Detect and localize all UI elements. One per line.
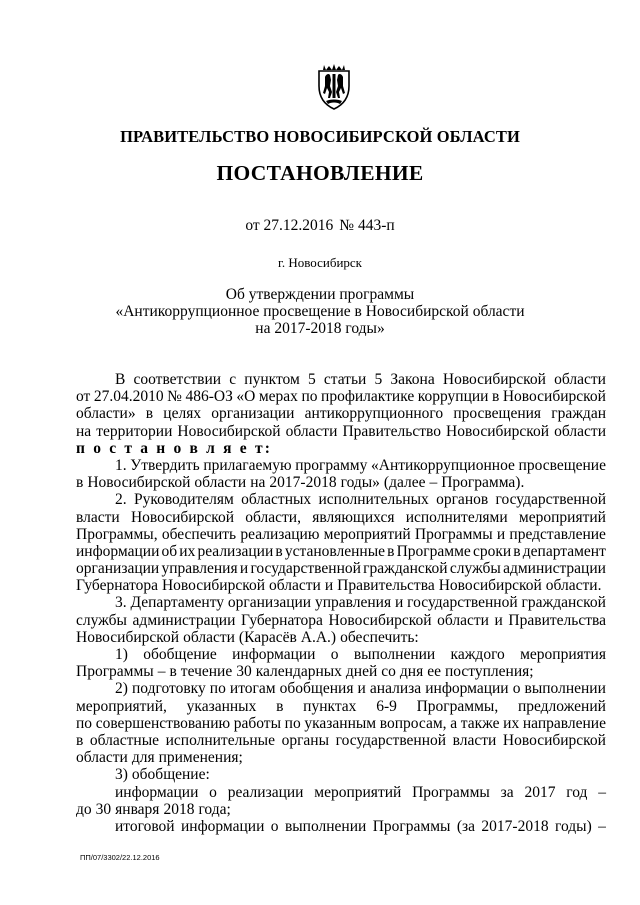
body-word: их (179, 542, 196, 560)
body-word: – (429, 474, 438, 492)
body-word: анализа (369, 680, 422, 698)
body-word: и (496, 525, 506, 543)
body-word: (Карасёв (238, 628, 297, 646)
body-line (76, 474, 606, 491)
body-word: Губернатора (240, 611, 323, 629)
body-word: гражданской (363, 560, 448, 578)
body-word: государственной (335, 731, 447, 749)
body-word: информации (232, 646, 316, 663)
body-word: указанных (186, 697, 257, 715)
body-word: для (131, 749, 155, 767)
body-word: 30 (95, 800, 112, 818)
body-word: администрации (132, 611, 236, 629)
body-word: области (285, 422, 338, 440)
body-word: – (598, 783, 606, 801)
body-word: по (209, 680, 226, 698)
body-line (76, 715, 606, 732)
body-word: Новосибирской (446, 422, 550, 440)
body-word: пунктах (303, 697, 357, 715)
body-word: Программы, (76, 525, 158, 543)
subject-line: на 2017-2018 годы» (255, 320, 385, 337)
body-word: (далее (383, 474, 426, 492)
body-word: администрации (503, 560, 606, 578)
body-word: Новосибирской (87, 474, 191, 492)
body-line (76, 698, 606, 715)
body-word: являющихся (312, 508, 395, 526)
body-word: органы (281, 731, 330, 749)
body-word: прилагаемую (203, 456, 292, 474)
document-number: № 443-п (339, 217, 395, 234)
body-word: и (239, 560, 249, 578)
body-line (76, 423, 606, 440)
body-word: Руководителям (133, 491, 234, 509)
body-word: граждан (551, 405, 606, 423)
document-type: ПОСТАНОВЛЕНИЕ (216, 161, 424, 185)
body-word: власти (76, 508, 120, 526)
body-line (76, 543, 606, 560)
body-word: программу (295, 456, 368, 474)
body-word: областных (241, 491, 312, 509)
body-word: 2017-2018 (481, 817, 549, 835)
body-word: Губернатора (76, 577, 158, 595)
body-word: выполнении (284, 817, 367, 835)
body-word: реализацию (240, 525, 320, 543)
body-word: власти (452, 731, 497, 749)
body-line (76, 594, 606, 611)
body-word: области (437, 611, 489, 629)
body-word: применения; (158, 749, 243, 767)
body-word: 2017 (524, 783, 556, 801)
body-word: информации (181, 817, 265, 835)
body-word: управления (161, 560, 238, 578)
body-word: 27.04.2010 (93, 388, 164, 406)
body-word: установленные (284, 542, 385, 560)
body-word: антикоррупционного (304, 405, 444, 423)
body-word: 30 (236, 663, 252, 681)
body-word: от (76, 388, 91, 406)
body-word: коррупции (417, 388, 489, 406)
body-line (76, 371, 606, 388)
body-word: службы (449, 560, 501, 578)
body-word: 5 (307, 371, 316, 388)
body-word: на (250, 474, 266, 492)
body-word: реализации (197, 542, 274, 560)
body-word: области (554, 371, 606, 388)
body-word: итоговой (115, 817, 175, 835)
body-word: мероприятий (518, 508, 606, 526)
body-word: статьи (323, 371, 367, 388)
body-word: области (183, 628, 235, 646)
body-word: гражданской (521, 594, 606, 612)
body-word: в (513, 542, 521, 560)
body-word: обобщение: (131, 766, 210, 784)
body-word: Программы (372, 817, 451, 835)
body-word: представление (509, 525, 606, 543)
body-word: обеспечить (161, 525, 237, 543)
body-word: вопросам, (379, 714, 447, 732)
body-word: об (161, 542, 178, 560)
body-word: Правительство (342, 422, 441, 440)
body-line (76, 663, 606, 680)
body-word: 6-9 (376, 697, 397, 715)
body-word: 3) (115, 766, 128, 784)
body-word: годы» (340, 474, 380, 492)
body-word: мероприятий, (76, 697, 167, 715)
body-word: сроки (472, 542, 512, 560)
body-word: департамент (522, 542, 606, 560)
body-word: работы (233, 714, 281, 732)
body-word: государственной (250, 560, 361, 578)
body-word: Правительства (508, 611, 606, 629)
body-word: 2018 (163, 800, 195, 818)
body-word: год (566, 783, 588, 801)
body-word: мероприятий (314, 783, 402, 801)
body-word: 2) (115, 680, 128, 698)
body-word: в (276, 697, 284, 715)
body-word: дней (345, 663, 378, 681)
body-word: их (503, 714, 520, 732)
body-word: профилактике (321, 388, 415, 406)
body-line (76, 732, 606, 749)
body-word: в (145, 405, 154, 423)
document-body (76, 371, 606, 835)
body-word: выполнении (524, 680, 606, 698)
body-word: Департаменту (130, 594, 225, 612)
body-line (76, 629, 606, 646)
body-word: за (500, 783, 514, 801)
body-word: Программы (414, 525, 493, 543)
body-word: 486-ОЗ (185, 388, 233, 406)
body-word: а (450, 714, 458, 732)
body-word: Новосибирской (438, 577, 542, 595)
body-word: целях (163, 405, 202, 423)
body-word: А.А.) (300, 628, 337, 646)
body-line (76, 680, 606, 697)
body-word: просвещение (518, 456, 606, 474)
body-word: обеспечить: (340, 628, 419, 646)
body-word: Программы (76, 663, 154, 681)
body-line (76, 766, 606, 783)
body-word: «Антикоррупционное (371, 456, 515, 474)
body-word: органов (436, 491, 489, 509)
body-word: течение (180, 663, 233, 681)
body-word: области (269, 577, 321, 595)
body-word: области (76, 749, 128, 767)
body-word: о (270, 817, 279, 835)
body-word: Новосибирской (502, 731, 606, 749)
body-word: о (330, 646, 339, 663)
coat-of-arms-emblem (316, 62, 352, 110)
body-word: 3. (115, 594, 127, 612)
body-word: Правительства (337, 577, 435, 595)
body-word: областные (89, 731, 160, 749)
body-word: организации (227, 594, 312, 612)
resolution-word: п о с т а н о в л я е т: (76, 439, 273, 457)
body-word: Новосибирской (442, 371, 546, 388)
body-word: обобщение (143, 646, 217, 663)
body-word: с (229, 371, 237, 388)
body-word: со (381, 663, 396, 681)
body-line (76, 612, 606, 629)
body-word: 2017-2018 (269, 474, 337, 492)
body-word: в (76, 731, 84, 749)
body-word: 1) (115, 646, 128, 663)
body-line (76, 784, 606, 801)
body-word: итогам (229, 680, 276, 698)
body-word: до (76, 800, 92, 818)
subject-line: «Антикоррупционное просвещение в Новосибирской области (115, 303, 525, 320)
city: г. Новосибирск (277, 255, 362, 270)
body-word: каждого (450, 646, 505, 663)
body-word: направление (522, 714, 606, 732)
body-word: области» (76, 405, 136, 423)
body-word: предложений (517, 697, 606, 715)
body-word: подготовку (132, 680, 206, 698)
body-word: мерах (258, 388, 298, 406)
body-word: Новосибирской (76, 628, 180, 646)
body-word: Утвердить (130, 456, 200, 474)
body-word: реализации (227, 783, 304, 801)
body-word: Новосибирской (328, 611, 432, 629)
body-word: на (76, 422, 92, 440)
body-word: пунктом (244, 371, 300, 388)
body-word: годы) (555, 817, 592, 835)
body-word: государственной (495, 491, 606, 509)
body-word: В (115, 371, 126, 388)
body-word: информации (425, 680, 509, 698)
body-word: Закона (390, 371, 435, 388)
body-word: по (301, 388, 318, 406)
body-word: просвещения (453, 405, 542, 423)
body-line (76, 509, 606, 526)
body-word: – (598, 817, 606, 835)
organization-name: ПРАВИТЕЛЬСТВО НОВОСИБИРСКОЙ ОБЛАСТИ (120, 127, 520, 146)
body-word: в (275, 542, 283, 560)
body-line (76, 560, 606, 577)
subject-line: Об утверждении программы (225, 286, 415, 303)
body-word: поступления; (445, 663, 534, 681)
body-word: календарных (255, 663, 342, 681)
body-word: Программа). (441, 474, 525, 492)
body-word: организации (76, 560, 160, 578)
body-word: выполнении (353, 646, 436, 663)
document-date: от 27.12.2016 (245, 217, 334, 234)
body-line (76, 491, 606, 508)
body-line (76, 577, 606, 594)
body-word: государственной (407, 594, 518, 612)
body-word: территории (96, 422, 173, 440)
body-word: и (324, 577, 334, 595)
body-word: по (284, 714, 301, 732)
body-line (76, 440, 606, 457)
body-line (76, 405, 606, 422)
body-word: Программе (396, 542, 471, 560)
body-word: в (76, 474, 84, 492)
body-word: и (494, 611, 503, 629)
body-word: о (512, 680, 521, 698)
body-word: обобщения (279, 680, 354, 698)
body-word: мероприятий (323, 525, 411, 543)
body-word: информации (115, 783, 199, 801)
body-word: о (209, 783, 217, 801)
body-word: Программы, (416, 697, 499, 715)
body-word: по (76, 714, 93, 732)
date-number-line (0, 217, 640, 235)
body-word: Новосибирской (177, 422, 281, 440)
body-word: в (169, 663, 177, 681)
body-line (76, 526, 606, 543)
document-subject (0, 286, 640, 337)
body-word: указанным (304, 714, 377, 732)
body-word: 5 (374, 371, 383, 388)
body-word: дня (399, 663, 424, 681)
body-word: года; (198, 800, 231, 818)
body-line (76, 749, 606, 766)
body-word: (за (456, 817, 476, 835)
body-word: области (194, 474, 247, 492)
body-word: исполнительных (318, 491, 429, 509)
body-word: совершенствованию (95, 714, 231, 732)
body-word: «О (236, 388, 256, 406)
body-word: мероприятия (520, 646, 606, 663)
body-word: ее (427, 663, 441, 681)
body-word: исполнительные (165, 731, 275, 749)
body-line (76, 801, 606, 818)
body-word: Новосибирской (130, 508, 235, 526)
body-word: исполнителями (405, 508, 508, 526)
body-word: Новосибирской (502, 388, 606, 406)
body-line (76, 457, 606, 474)
body-word: в (492, 388, 500, 406)
body-word: информации (76, 542, 160, 560)
body-word: января (115, 800, 160, 818)
body-word: области, (245, 508, 301, 526)
body-word: также (460, 714, 500, 732)
body-word: области (554, 422, 606, 440)
body-word: и (357, 680, 366, 698)
body-word: управления (314, 594, 392, 612)
body-line (76, 646, 606, 663)
body-line (76, 818, 606, 835)
footer-code: ПП/07/3302/22.12.2016 (80, 853, 160, 862)
body-word: Программы (412, 783, 490, 801)
body-word: области. (545, 577, 602, 595)
body-word: – (157, 663, 166, 681)
body-word: службы (76, 611, 127, 629)
body-word: и (394, 594, 404, 612)
body-word: в (387, 542, 395, 560)
body-word: соответствии (133, 371, 222, 388)
body-word: организации (211, 405, 295, 423)
body-word: № (167, 388, 182, 406)
body-word: Новосибирской (161, 577, 266, 595)
body-word: 1. (115, 456, 127, 474)
body-line (76, 388, 606, 405)
body-word: 2. (115, 491, 127, 509)
